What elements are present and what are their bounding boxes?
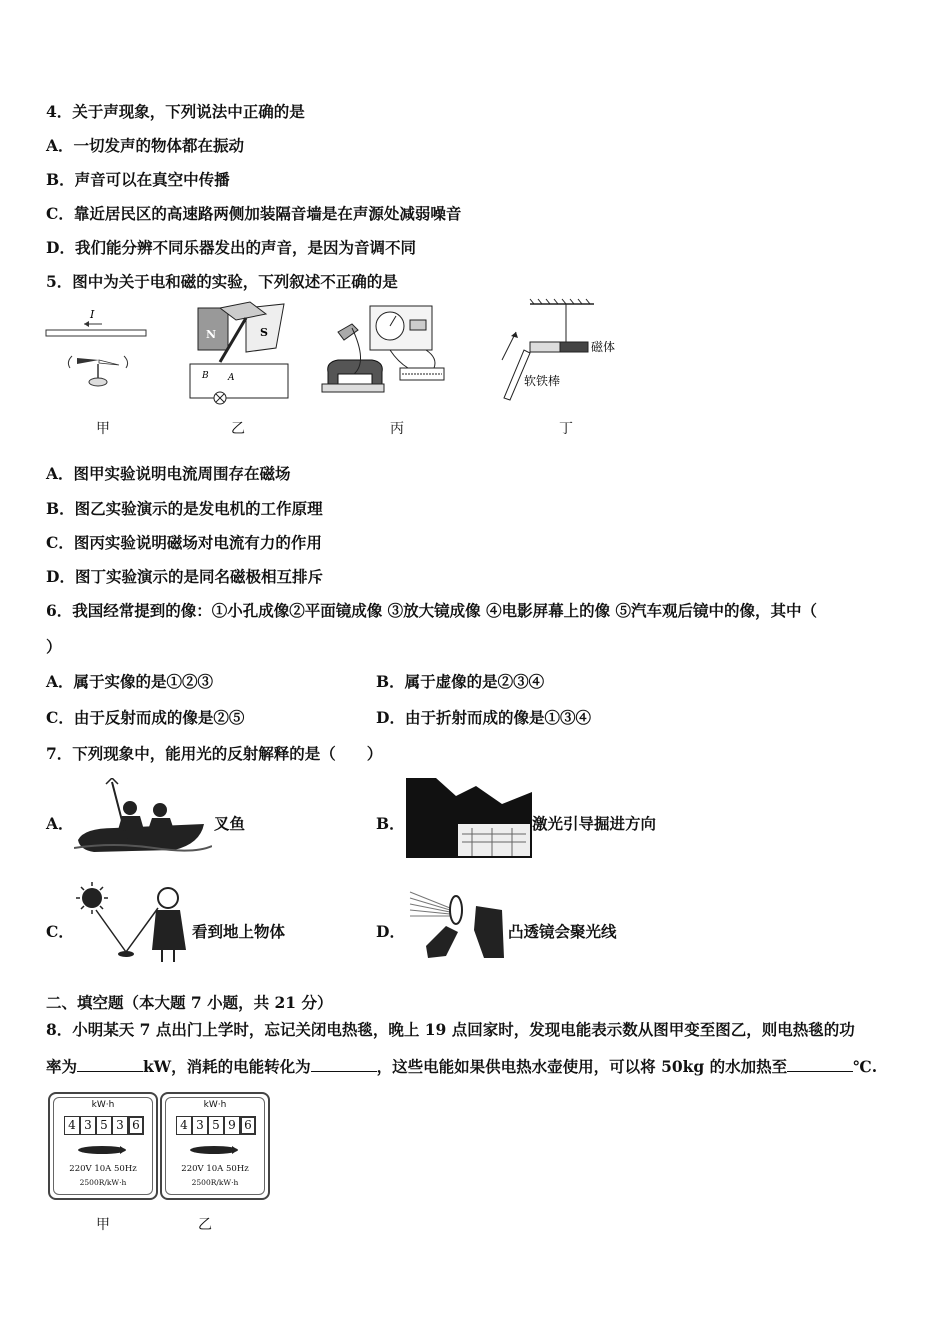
q6-option-d: D．由于折射而成的像是①③④: [376, 708, 591, 727]
sun-icon: [82, 888, 102, 908]
answer-blank-temperature[interactable]: [787, 1057, 853, 1072]
meter-digit: 3: [112, 1116, 128, 1135]
hand-right: [474, 906, 504, 958]
meter-digit: 9: [224, 1116, 240, 1135]
q4-stem: 4．关于声现象，下列说法中正确的是: [46, 102, 305, 121]
q6-option-b: B．属于虚像的是②③④: [376, 672, 545, 691]
q4-option-c: C．靠近居民区的高速路两侧加装隔音墙是在声源处减弱噪音: [46, 204, 462, 223]
svg-text:B: B: [202, 371, 209, 381]
energy-meter-jia: [48, 1092, 158, 1200]
q8-line1: 8．小明某天 7 点出门上学时，忘记关闭电热毯，晚上 19 点回家时，发现电能表示数从图甲变至图乙，则电热毯的功: [46, 1020, 855, 1039]
current-arrow-head: [84, 321, 89, 327]
meter-digits: [176, 1116, 256, 1135]
q4-option-d: D．我们能分辨不同乐器发出的声音，是因为音调不同: [46, 238, 416, 257]
meter-digit: 4: [176, 1116, 192, 1135]
svg-text:A: A: [228, 373, 235, 383]
caption-jia: 甲: [96, 421, 110, 437]
magnet-label: 磁体: [591, 340, 616, 354]
q7-image-convex-lens: [406, 886, 506, 960]
q7-option-a-text: 叉鱼: [214, 814, 246, 833]
meter-spec: 220V 10A 50Hz: [69, 1164, 137, 1174]
q8-line2: [46, 1057, 877, 1077]
q6-stem-end: ）: [46, 637, 62, 656]
tunnel-opening: [458, 824, 530, 856]
magnet-n-label: N: [206, 328, 217, 341]
q5-option-d: D．图丁实验演示的是同名磁极相互排斥: [46, 567, 323, 586]
q8-text-a: 率为: [46, 1057, 78, 1076]
q7-image-laser-tunnel: [406, 778, 532, 858]
figure-yi-generator: [180, 300, 295, 405]
q8-text-b: kW，消耗的电能转化为: [143, 1057, 311, 1076]
incident-ray: [96, 910, 126, 952]
meter-digit: 5: [96, 1116, 112, 1135]
answer-blank-energy[interactable]: [311, 1057, 377, 1072]
q6-option-a: A．属于实像的是①②③: [46, 672, 214, 691]
meter-digit: 4: [64, 1116, 80, 1135]
rotating-disc-icon: [184, 1142, 248, 1158]
magnet-s-label: S: [260, 326, 268, 339]
hand-left: [426, 926, 458, 958]
figure-bing-motor: [318, 302, 448, 402]
meter-spec: 220V 10A 50Hz: [181, 1164, 249, 1174]
figure-ding-magnet: [488, 298, 628, 406]
q7-option-a-letter: A．: [46, 814, 74, 833]
q7-option-c-text: 看到地上物体: [192, 922, 286, 941]
q5-option-c: C．图丙实验说明磁场对电流有力的作用: [46, 533, 322, 552]
q4-option-a: A．一切发声的物体都在振动: [46, 136, 245, 155]
compass-base: [89, 378, 107, 386]
meter-rate: 2500R/kW·h: [191, 1178, 239, 1187]
magnet-bar-light: [530, 342, 560, 352]
q5-stem: 5．图中为关于电和磁的实验，下列叙述不正确的是: [46, 272, 398, 291]
meter-caption-jia: 甲: [96, 1217, 110, 1233]
meter-unit: kW·h: [91, 1100, 115, 1110]
q7-image-seeing-object: [74, 880, 190, 964]
q7-option-b-text: 激光引导掘进方向: [532, 814, 657, 833]
meter-digits: [64, 1116, 144, 1135]
q6-option-c: C．由于反射而成的像是②⑤: [46, 708, 245, 727]
meter-digit: 5: [208, 1116, 224, 1135]
answer-blank-power[interactable]: [77, 1057, 143, 1072]
q5-option-a: A．图甲实验说明电流周围存在磁场: [46, 464, 291, 483]
caption-yi: 乙: [231, 421, 245, 437]
meter-digit: 3: [80, 1116, 96, 1135]
q8-text-d: ℃.: [853, 1057, 878, 1076]
figure-jia-oersted: [44, 302, 154, 402]
u-magnet: [328, 360, 383, 384]
q8-text-c: ，这些电能如果供电热水壶使用，可以将 50kg 的水加热至: [376, 1057, 788, 1076]
meter-caption-yi: 乙: [198, 1217, 212, 1233]
rotating-disc-icon: [72, 1142, 136, 1158]
meter-digit-decimal: 6: [240, 1116, 256, 1135]
q7-option-b-letter: B．: [376, 814, 405, 833]
motion-arrow-icon: [511, 332, 518, 338]
q6-stem: 6．我国经常提到的像：①小孔成像②平面镜成像 ③放大镜成像 ④电影屏幕上的像 ⑤汽车观后镜中的像，其中（: [46, 601, 817, 620]
circuit-loop: [190, 364, 288, 398]
iron-rod-label: 软铁棒: [524, 374, 561, 388]
q7-option-c-letter: C．: [46, 922, 74, 941]
q4-option-b: B．声音可以在真空中传播: [46, 170, 230, 189]
meter-rate: 2500R/kW·h: [79, 1178, 127, 1187]
meter-unit: kW·h: [203, 1100, 227, 1110]
girl-head: [158, 888, 178, 908]
magnet-bar-dark: [560, 342, 588, 352]
lens-icon: [450, 896, 462, 924]
caption-bing: 丙: [390, 421, 404, 437]
q7-image-spearfishing: [74, 778, 212, 858]
energy-meter-yi: [160, 1092, 270, 1200]
switch-icon: [338, 324, 358, 340]
current-label: I: [90, 308, 95, 321]
person-head: [123, 801, 137, 815]
section-title: 二、填空题（本大题 7 小题，共 21 分）: [46, 993, 333, 1012]
q7-option-d-letter: D．: [376, 922, 405, 941]
caption-ding: 丁: [559, 421, 573, 437]
q5-option-b: B．图乙实验演示的是发电机的工作原理: [46, 499, 323, 518]
wire: [46, 330, 146, 336]
q7-option-d-text: 凸透镜会聚光线: [508, 922, 617, 941]
meter-digit-decimal: 6: [128, 1116, 144, 1135]
compass-needle-icon: [77, 358, 99, 364]
q7-stem: 7．下列现象中，能用光的反射解释的是（ ）: [46, 744, 383, 763]
meter-digit: 3: [192, 1116, 208, 1135]
